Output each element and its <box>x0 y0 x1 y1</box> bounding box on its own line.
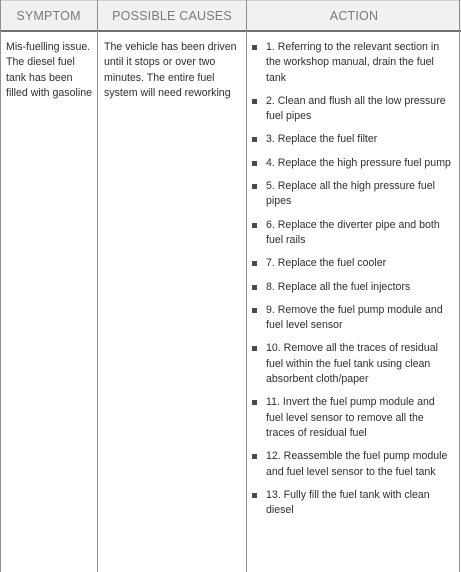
action-item <box>251 341 454 387</box>
square-bullet-icon <box>252 285 257 290</box>
square-bullet-icon <box>252 161 257 166</box>
possible-causes-cell: The vehicle has been driven until it stops or over two minutes. The entire fuel system will need reworking <box>104 41 237 99</box>
column-divider-2 <box>97 0 98 572</box>
action-text: 7. Replace the fuel cooler <box>266 257 387 270</box>
square-bullet-icon <box>252 454 257 459</box>
square-bullet-icon <box>252 223 257 228</box>
action-item <box>251 303 454 334</box>
square-bullet-icon <box>252 346 257 351</box>
square-bullet-icon <box>252 261 257 266</box>
action-item <box>251 156 454 171</box>
square-bullet-icon <box>252 45 257 50</box>
action-item <box>251 218 454 249</box>
action-item <box>251 256 454 271</box>
action-item <box>251 40 454 86</box>
action-item <box>251 395 454 441</box>
action-text: 11. Invert the fuel pump module and fuel level sensor to remove all the traces of residual fuel <box>266 396 435 439</box>
action-item <box>251 488 454 519</box>
action-text: 13. Fully fill the fuel tank with clean diesel <box>266 488 430 517</box>
square-bullet-icon <box>252 400 257 405</box>
action-list <box>251 40 454 518</box>
symptom-cell: Mis-fuelling issue. The diesel fuel tank has been filled with gasoline <box>6 41 92 99</box>
action-item <box>251 280 454 295</box>
action-item <box>251 449 454 480</box>
square-bullet-icon <box>252 308 257 313</box>
column-divider-1 <box>0 0 1 572</box>
action-text: 12. Reassemble the fuel pump module and fuel level sensor to the fuel tank <box>266 450 448 478</box>
action-text: 4. Replace the high pressure fuel pump <box>266 156 451 169</box>
action-item <box>251 132 454 147</box>
column-divider-4 <box>459 0 460 572</box>
action-text: 5. Replace all the high pressure fuel pipes <box>266 180 436 208</box>
action-text: 6. Replace the diverter pipe and both fuel rails <box>266 218 440 246</box>
column-divider-3 <box>246 0 247 572</box>
action-text: 8. Replace all the fuel injectors <box>266 280 411 293</box>
action-text: 10. Remove all the traces of residual fuel within the fuel tank using clean absorbent cloth/paper <box>266 342 438 386</box>
header-possible-causes: POSSIBLE CAUSES <box>97 0 247 32</box>
action-text: 9. Remove the fuel pump module and fuel level sensor <box>266 303 443 332</box>
square-bullet-icon <box>252 99 257 104</box>
action-text: 2. Clean and flush all the low pressure fuel pipes <box>266 94 446 123</box>
action-text: 3. Replace the fuel filter <box>266 133 378 146</box>
action-text: 1. Referring to the relevant section in the workshop manual, drain the fuel tank <box>266 41 440 84</box>
square-bullet-icon <box>252 184 257 189</box>
header-symptom: SYMPTOM <box>0 0 97 32</box>
square-bullet-icon <box>252 493 257 498</box>
action-item <box>251 179 454 210</box>
action-item <box>251 94 454 125</box>
square-bullet-icon <box>252 137 257 142</box>
header-action: ACTION <box>247 0 461 32</box>
